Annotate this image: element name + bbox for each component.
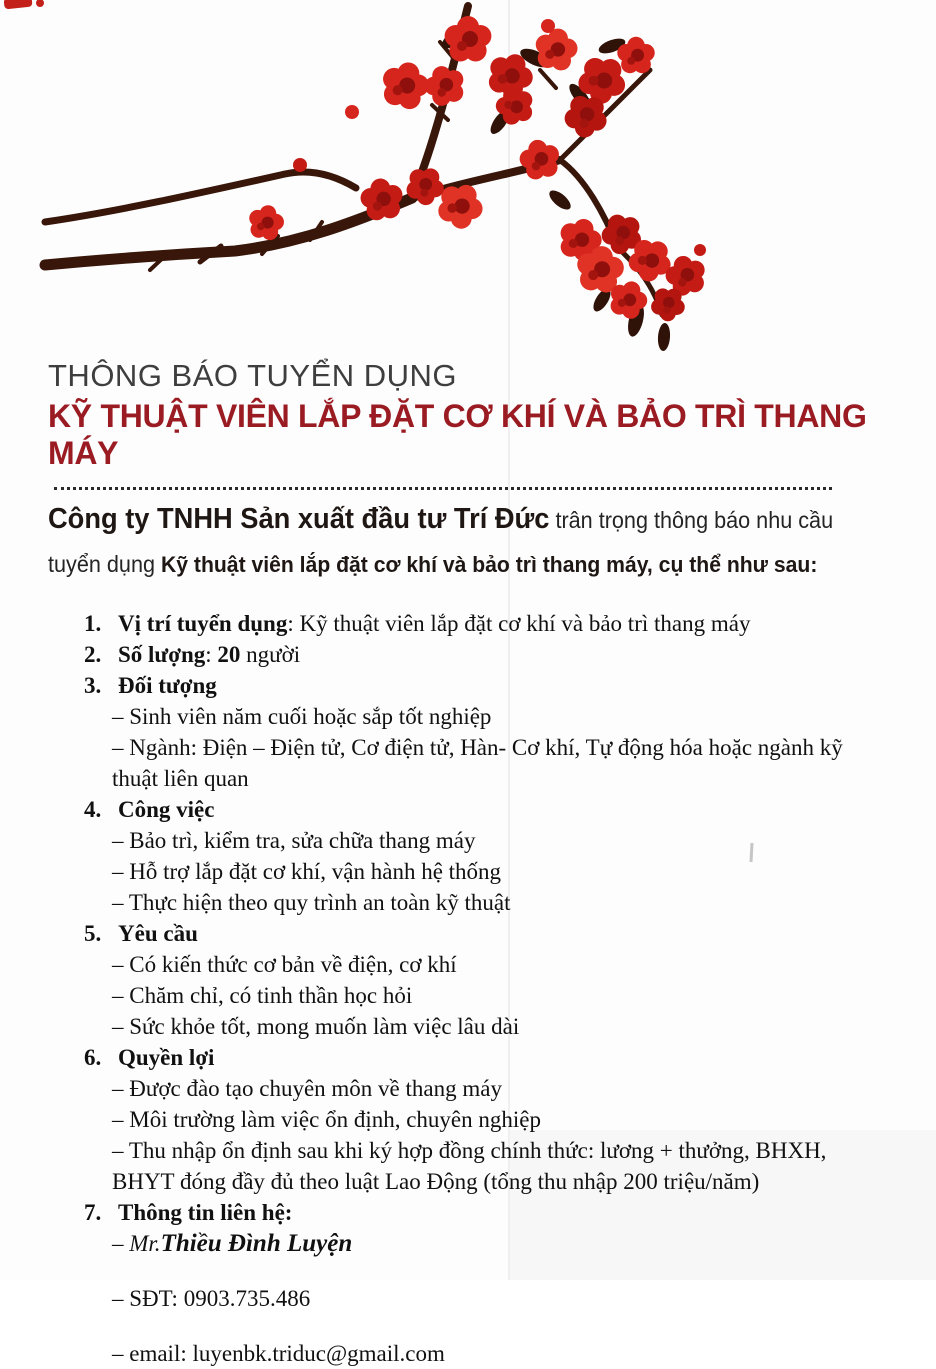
text-segment: – Môi trường làm việc ổn định, chuyên nghiệp bbox=[112, 1107, 541, 1132]
list-item bbox=[84, 670, 888, 701]
sub-item bbox=[112, 1338, 886, 1369]
item-text bbox=[118, 670, 888, 701]
list-item bbox=[84, 918, 888, 949]
item-number: 1. bbox=[84, 611, 102, 636]
item-number: 3. bbox=[84, 673, 102, 698]
sub-item bbox=[112, 825, 886, 856]
document-content bbox=[48, 356, 888, 1369]
text-segment: Thông tin liên hệ: bbox=[118, 1200, 293, 1225]
text-segment: 20 bbox=[217, 642, 241, 667]
corner-scan-marks bbox=[4, 0, 44, 9]
item-number: 2. bbox=[84, 642, 102, 667]
item-text bbox=[118, 608, 888, 639]
text-segment: Đối tượng bbox=[118, 673, 217, 698]
text-segment: Số lượng bbox=[118, 642, 206, 667]
item-number: 6. bbox=[84, 1045, 102, 1070]
job-list bbox=[48, 608, 888, 1369]
dotted-divider bbox=[54, 487, 832, 490]
list-item bbox=[84, 1197, 888, 1228]
text-segment: tuyển dụng bbox=[48, 551, 162, 577]
list-item bbox=[84, 794, 888, 825]
item-number: 7. bbox=[84, 1200, 102, 1225]
sub-item bbox=[112, 980, 886, 1011]
announcement-kicker: THÔNG BÁO TUYỂN DỤNG bbox=[48, 358, 458, 393]
text-segment: – Được đào tạo chuyên môn về thang máy bbox=[112, 1076, 502, 1101]
text-segment: Công ty TNHH Sản xuất đầu tư Trí Đức bbox=[48, 503, 550, 535]
text-segment: – Hỗ trợ lắp đặt cơ khí, vận hành hệ thống bbox=[112, 859, 502, 884]
text-segment: – SĐT: 0903.735.486 bbox=[112, 1286, 311, 1311]
sub-item bbox=[112, 1228, 886, 1259]
text-segment: trân trọng thông báo nhu cầu bbox=[549, 507, 834, 533]
list-item bbox=[84, 1042, 888, 1073]
item-number: 4. bbox=[84, 797, 102, 822]
text-segment: – Bảo trì, kiểm tra, sửa chữa thang máy bbox=[112, 828, 476, 853]
text-segment: Quyền lợi bbox=[118, 1045, 215, 1070]
blossom-branch-illustration bbox=[0, 0, 936, 352]
text-segment: – Sinh viên năm cuối hoặc sắp tốt nghiệp bbox=[112, 704, 492, 729]
text-segment: Công việc bbox=[118, 797, 215, 822]
list-item bbox=[84, 639, 888, 670]
title-line-1: KỸ THUẬT VIÊN LẮP ĐẶT CƠ KHÍ VÀ BẢO TRÌ THANG bbox=[48, 398, 867, 434]
text-segment: – bbox=[112, 1231, 130, 1256]
item-text bbox=[118, 918, 888, 949]
list-item bbox=[84, 608, 888, 639]
text-segment: – Sức khỏe tốt, mong muốn làm việc lâu dài bbox=[112, 1014, 520, 1039]
text-segment: – Ngành: Điện – Điện tử, Cơ điện tử, Hàn- Cơ khí, Tự động hóa hoặc ngành kỹ thuật liên quan bbox=[112, 735, 843, 791]
item-text bbox=[118, 1197, 888, 1228]
text-segment: – Có kiến thức cơ bản về điện, cơ khí bbox=[112, 952, 457, 977]
sub-item bbox=[112, 856, 886, 887]
text-segment: Thiều Đình Luyện bbox=[160, 1230, 353, 1257]
item-text bbox=[118, 1042, 888, 1073]
text-segment: người bbox=[240, 642, 301, 667]
sub-item bbox=[112, 1135, 886, 1197]
text-segment: – Thu nhập ổn định sau khi ký hợp đồng chính thức: lương + thưởng, BHXH, BHYT đóng đầy đủ theo luật Lao Động (tổng thu nhập 200 triệu/năm) bbox=[112, 1138, 827, 1194]
sub-item bbox=[112, 1283, 886, 1314]
item-text bbox=[118, 794, 888, 825]
intro-line bbox=[48, 497, 894, 542]
item-number: 5. bbox=[84, 921, 102, 946]
sub-item bbox=[112, 1104, 886, 1135]
page-title bbox=[48, 398, 888, 472]
text-segment: – Chăm chỉ, có tinh thần học hỏi bbox=[112, 983, 413, 1008]
sub-item bbox=[112, 732, 886, 794]
text-segment: – Thực hiện theo quy trình an toàn kỹ thuật bbox=[112, 890, 511, 915]
text-segment: Kỹ thuật viên lắp đặt cơ khí và bảo trì thang máy, cụ thể như sau: bbox=[161, 552, 818, 577]
sub-item bbox=[112, 1011, 886, 1042]
text-segment: : bbox=[205, 642, 218, 667]
text-segment: – email: luyenbk.triduc@gmail.com bbox=[112, 1341, 445, 1366]
sub-item bbox=[112, 887, 886, 918]
title-line-2: MÁY bbox=[48, 435, 119, 471]
text-segment: Mr. bbox=[129, 1231, 161, 1256]
sub-item bbox=[112, 701, 886, 732]
text-segment: : Kỹ thuật viên lắp đặt cơ khí và bảo trì thang máy bbox=[287, 611, 751, 636]
item-text bbox=[118, 639, 888, 670]
sub-item bbox=[112, 949, 886, 980]
text-segment: Yêu cầu bbox=[118, 921, 198, 946]
sub-item bbox=[112, 1073, 886, 1104]
intro-line bbox=[48, 542, 894, 587]
text-segment: Vị trí tuyển dụng bbox=[118, 611, 288, 636]
intro-paragraph bbox=[48, 497, 894, 587]
